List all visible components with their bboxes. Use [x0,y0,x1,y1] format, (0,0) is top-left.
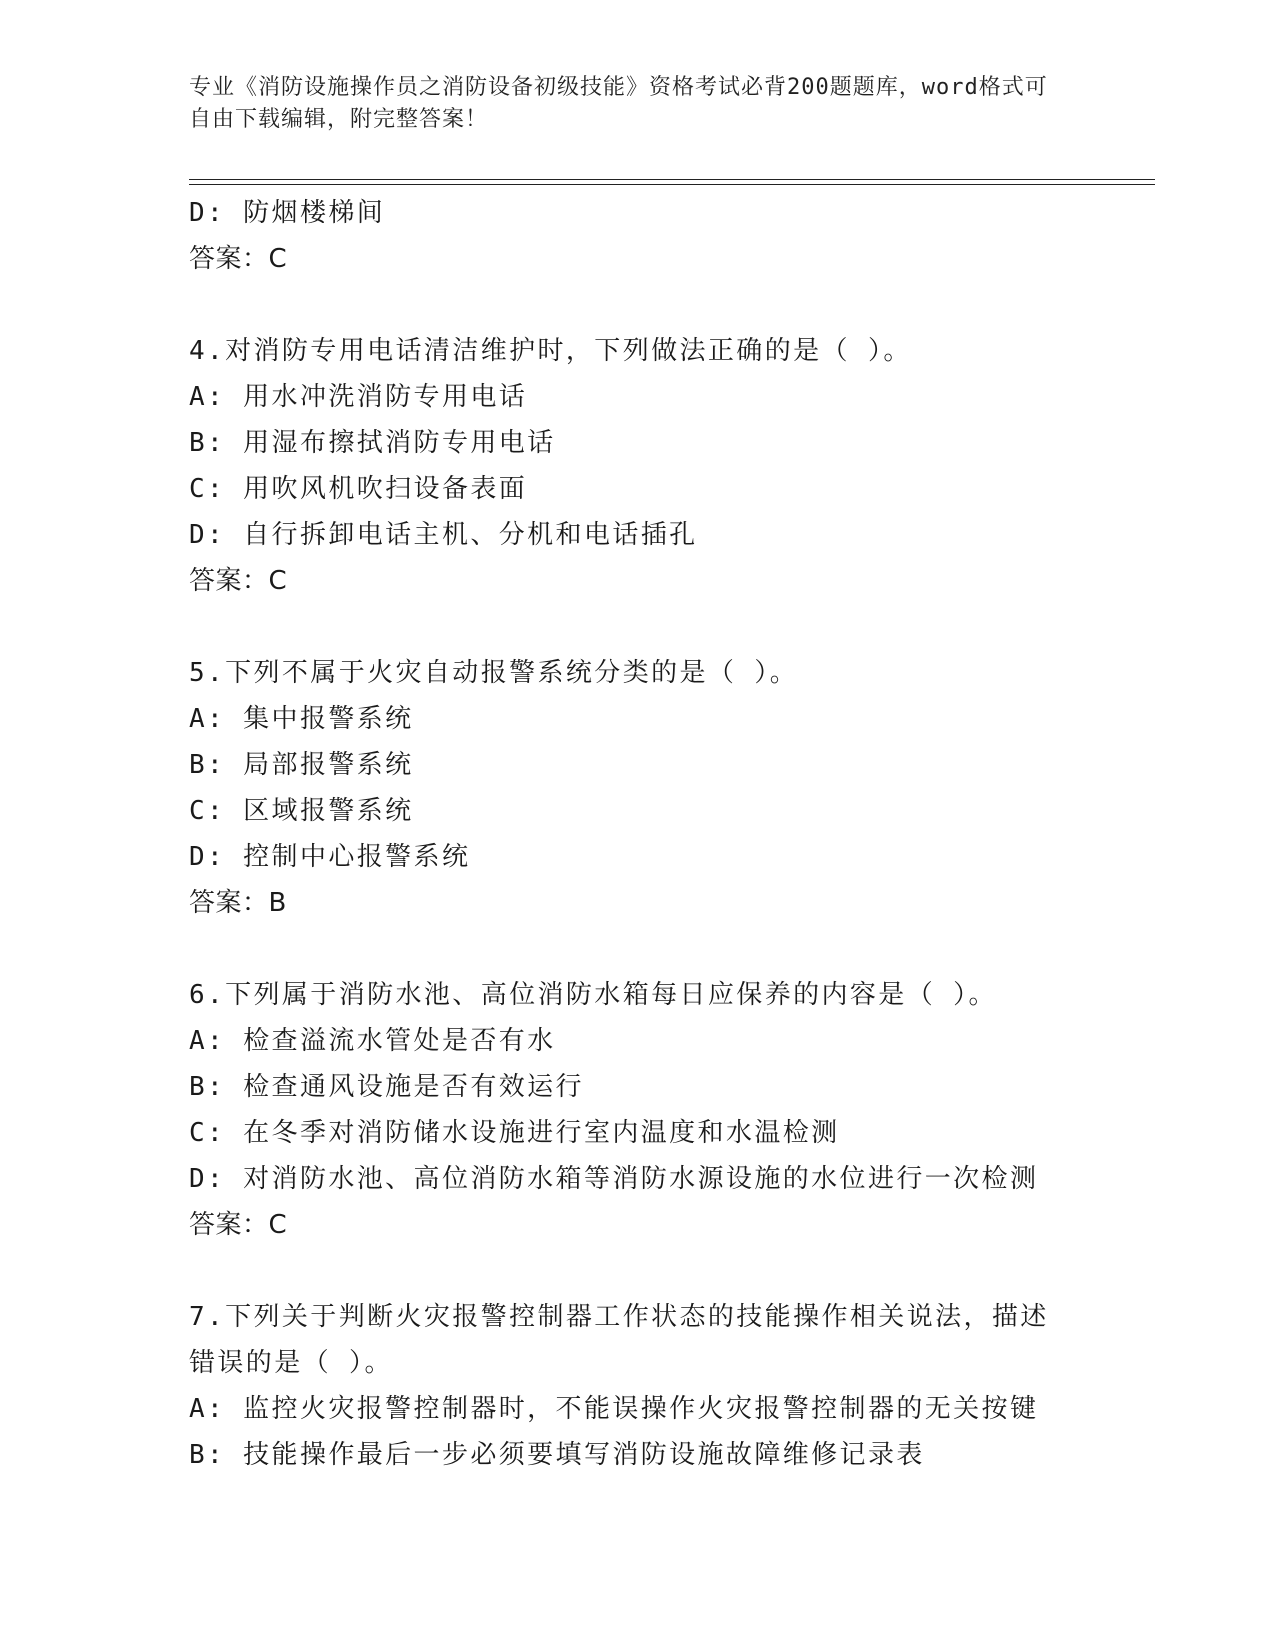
option-b: B: 检查通风设施是否有效运行 [189,1072,584,1102]
answer: 答案：C [189,244,288,274]
option-c: C: 区域报警系统 [189,796,414,826]
option-b: B: 局部报警系统 [189,750,414,780]
spacer [189,1248,1129,1294]
option-a: A: 用水冲洗消防专用电话 [189,382,528,412]
answer: 答案：C [189,566,288,596]
option-a: A: 监控火灾报警控制器时，不能误操作火灾报警控制器的无关按键 [189,1394,1039,1424]
question-7 [189,1294,1129,1478]
option-c: C: 在冬季对消防储水设施进行室内温度和水温检测 [189,1118,840,1148]
answer: 答案：B [189,888,287,918]
header-divider-bottom [189,184,1155,185]
question-text-line-1: 7.下列关于判断火灾报警控制器工作状态的技能操作相关说法，描述 [189,1302,1049,1332]
question-text: 5.下列不属于火灾自动报警系统分类的是（ ）。 [189,658,799,688]
option-c: C: 用吹风机吹扫设备表面 [189,474,528,504]
option-a: A: 检查溢流水管处是否有水 [189,1026,556,1056]
spacer [189,282,1129,328]
question-text: 4.对消防专用电话清洁维护时，下列做法正确的是（ ）。 [189,336,912,366]
question-text: 6.下列属于消防水池、高位消防水箱每日应保养的内容是（ ）。 [189,980,997,1010]
question-5 [189,650,1129,926]
document-body [189,190,1129,1478]
answer: 答案：C [189,1210,288,1240]
header-title: 专业《消防设施操作员之消防设备初级技能》资格考试必背200题题库，word格式可自由下载编辑，附完整答案！ [189,75,1048,132]
option-b: B: 用湿布擦拭消防专用电话 [189,428,556,458]
question-text-line-2: 错误的是（ ）。 [189,1348,393,1378]
option-b: B: 技能操作最后一步必须要填写消防设施故障维修记录表 [189,1440,925,1470]
option-d: D: 控制中心报警系统 [189,842,471,872]
spacer [189,604,1129,650]
question-4 [189,328,1129,604]
question-6 [189,972,1129,1248]
spacer [189,926,1129,972]
option-a: A: 集中报警系统 [189,704,414,734]
header-divider-top [189,179,1155,180]
document-header [189,72,1069,136]
option-d: D: 对消防水池、高位消防水箱等消防水源设施的水位进行一次检测 [189,1164,1039,1194]
option-d: D: 防烟楼梯间 [189,198,386,228]
option-d: D: 自行拆卸电话主机、分机和电话插孔 [189,520,698,550]
